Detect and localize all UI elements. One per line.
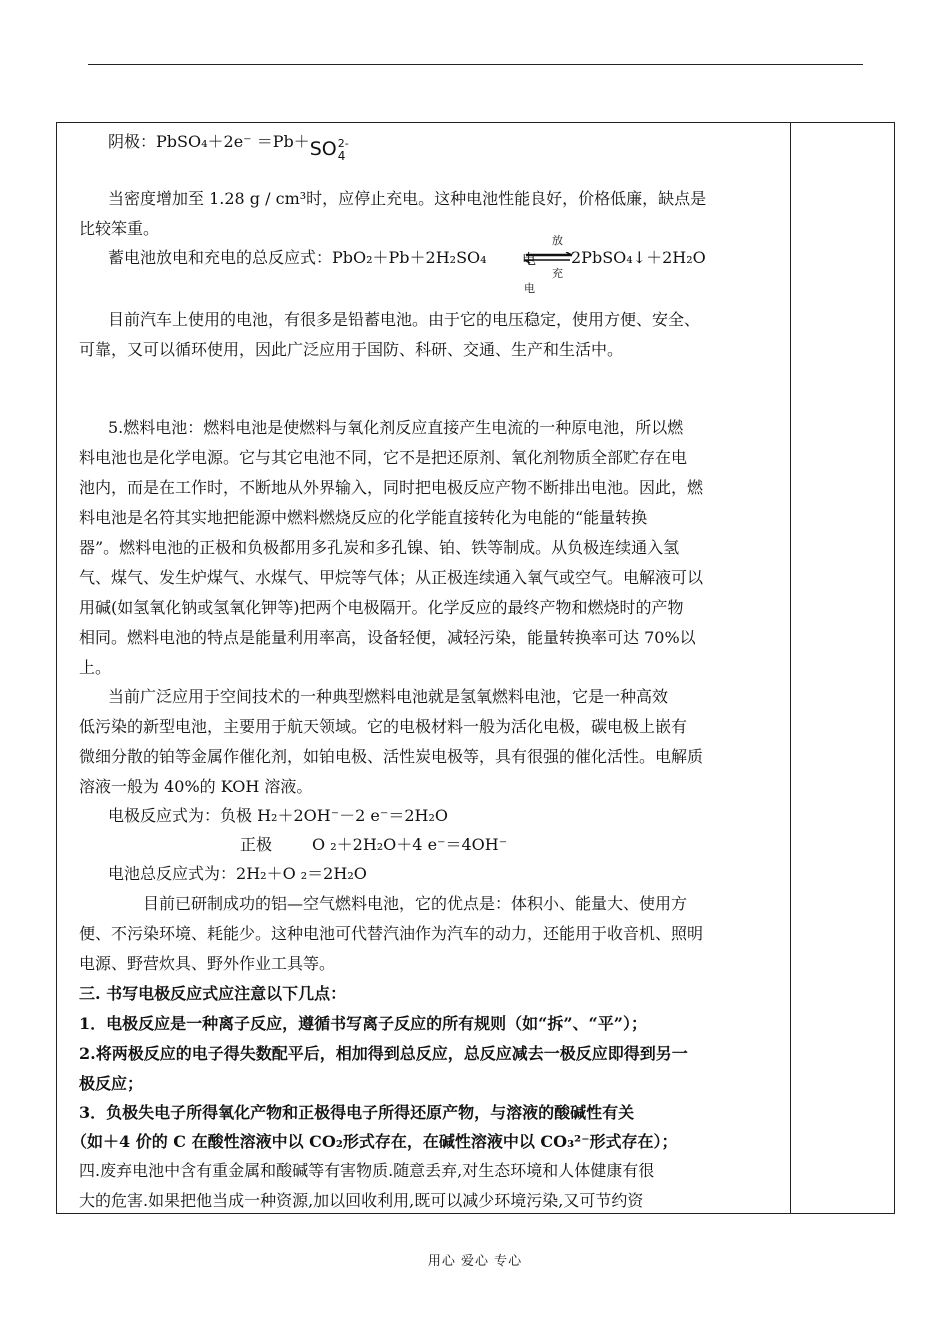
arrow-left-char: 电	[522, 252, 536, 268]
electrode-reaction-negative	[108, 806, 448, 826]
cathode-line	[108, 131, 351, 163]
section-3-title: 三. 书写电极反应式应注意以下几点：	[79, 984, 347, 1003]
section-3-point: 3．负极失电子所得氧化产物和正极得电子所得还原产物，与溶液的酸碱性有关	[79, 1103, 635, 1122]
aluminum-line: 目前已研制成功的铝—空气燃料电池，它的优点是：体积小、能量大、使用方	[143, 894, 688, 913]
reversible-arrow	[522, 232, 574, 295]
ion-charge: 2-	[337, 137, 349, 150]
section-3-point: （如＋4 价的 C 在酸性溶液中以 CO₂形式存在，在碱性溶液中以 CO₃²⁻形式存在）；	[71, 1132, 678, 1151]
fuel-cell-line: 料电池是名符其实地把能源中燃料燃烧反应的化学能直接转化为电能的“能量转换	[79, 508, 648, 527]
fuel-cell-line: 用碱(如氢氧化钠或氢氧化钾等)把两个电极隔开。化学反应的最终产物和燃烧时的产物	[79, 598, 684, 617]
aluminum-line: 电源、野营炊具、野外作业工具等。	[79, 954, 336, 973]
car-line-2: 可靠，又可以循环使用，因此广泛应用于国防、科研、交通、生产和生活中。	[79, 340, 624, 359]
car-line-1: 目前汽车上使用的电池，有很多是铅蓄电池。由于它的电压稳定，使用方便、安全、	[108, 310, 701, 329]
fuel-cell-line: 上。	[79, 658, 112, 677]
fuel-cell-line: 相同。燃料电池的特点是能量利用率高，设备轻便，减轻污染，能量转换率可达 70%以	[79, 628, 696, 647]
total-reaction-lead: 蓄电池放电和充电的总反应式：PbO₂＋Pb＋2H₂SO₄	[108, 248, 487, 267]
hydrogen-line: 微细分散的铂等金属作催化剂，如铂电极、活性炭电极等，具有很强的催化活性。电解质	[79, 747, 704, 766]
fuel-cell-line: 器”。燃料电池的正极和负极都用多孔炭和多孔镍、铂、铁等制成。从负极连续通入氢	[79, 538, 680, 557]
ion-subscript: 4	[337, 149, 346, 163]
header-rule	[88, 64, 863, 65]
negative-electrode-reaction: 负极 H₂＋2OH⁻－2 e⁻＝2H₂O	[220, 806, 449, 825]
hydrogen-line: 低污染的新型电池，主要用于航天领域。它的电极材料一般为活化电极，碳电极上嵌有	[79, 717, 688, 736]
density-line-2: 比较笨重。	[79, 219, 160, 238]
page-footer: 用心 爱心 专心	[427, 1254, 523, 1269]
table-column-divider	[790, 122, 791, 1214]
hydrogen-line: 溶液一般为 40%的 KOH 溶液。	[79, 777, 313, 796]
electrode-reaction-label: 电极反应式为：	[108, 806, 221, 825]
charge-label: 充	[552, 267, 563, 280]
fuel-cell-line: 气、煤气、发生炉煤气、水煤气、甲烷等气体；从正极连续通入氧气或空气。电解液可以	[79, 568, 704, 587]
aluminum-line: 便、不污染环境、耗能少。这种电池可代替汽油作为汽车的动力，还能用于收音机、照明	[79, 924, 704, 943]
below-label: 电	[524, 282, 535, 295]
electrode-reaction-positive	[240, 835, 507, 855]
discharge-label: 放	[552, 234, 563, 247]
cathode-formula: PbSO₄＋2e⁻ ＝Pb＋	[156, 132, 310, 151]
cell-total-label: 电池总反应式为：	[108, 864, 237, 883]
cell-total-reaction	[108, 864, 367, 884]
section-3-point: 2.将两极反应的电子得失数配平后，相加得到总反应，总反应减去一极反应即得到另一	[79, 1044, 688, 1063]
hydrogen-line: 当前广泛应用于空间技术的一种典型燃料电池就是氢氧燃料电池，它是一种高效	[108, 687, 669, 706]
section-3-point: 极反应；	[79, 1074, 144, 1093]
sulfate-ion: SO 2- 4	[310, 138, 351, 160]
section-3-point: 1．电极反应是一种离子反应，遵循书写离子反应的所有规则（如“拆”、“平”）；	[79, 1014, 647, 1033]
density-line-1: 当密度增加至 1.28 g / cm³时，应停止充电。这种电池性能良好，价格低廉，缺点是	[108, 189, 707, 208]
section-4-line: 大的危害.如果把他当成一种资源,加以回收利用,既可以减少环境污染,又可节约资	[79, 1191, 644, 1210]
fuel-cell-line: 料电池也是化学电源。它与其它电池不同，它不是把还原剂、氧化剂物质全部贮存在电	[79, 448, 688, 467]
fuel-cell-line: 池内，而是在工作时，不断地从外界输入，同时把电极反应产物不断排出电池。因此，燃	[79, 478, 704, 497]
cathode-label: 阴极：	[108, 132, 157, 151]
section-4-line: 四.废弃电池中含有重金属和酸碱等有害物质.随意丢弃,对生态环境和人体健康有很	[79, 1161, 655, 1180]
equilibrium-arrow-icon	[522, 252, 574, 264]
fuel-cell-line: 5.燃料电池：燃料电池是使燃料与氧化剂反应直接产生电流的一种原电池，所以燃	[108, 418, 684, 437]
positive-electrode-reaction: O ₂＋2H₂O＋4 e⁻＝4OH⁻	[312, 835, 508, 854]
cell-total-formula: 2H₂＋O ₂＝2H₂O	[236, 864, 367, 883]
total-reaction-products: 2PbSO₄↓＋2H₂O	[571, 248, 706, 267]
positive-electrode-label: 正极	[240, 835, 273, 854]
